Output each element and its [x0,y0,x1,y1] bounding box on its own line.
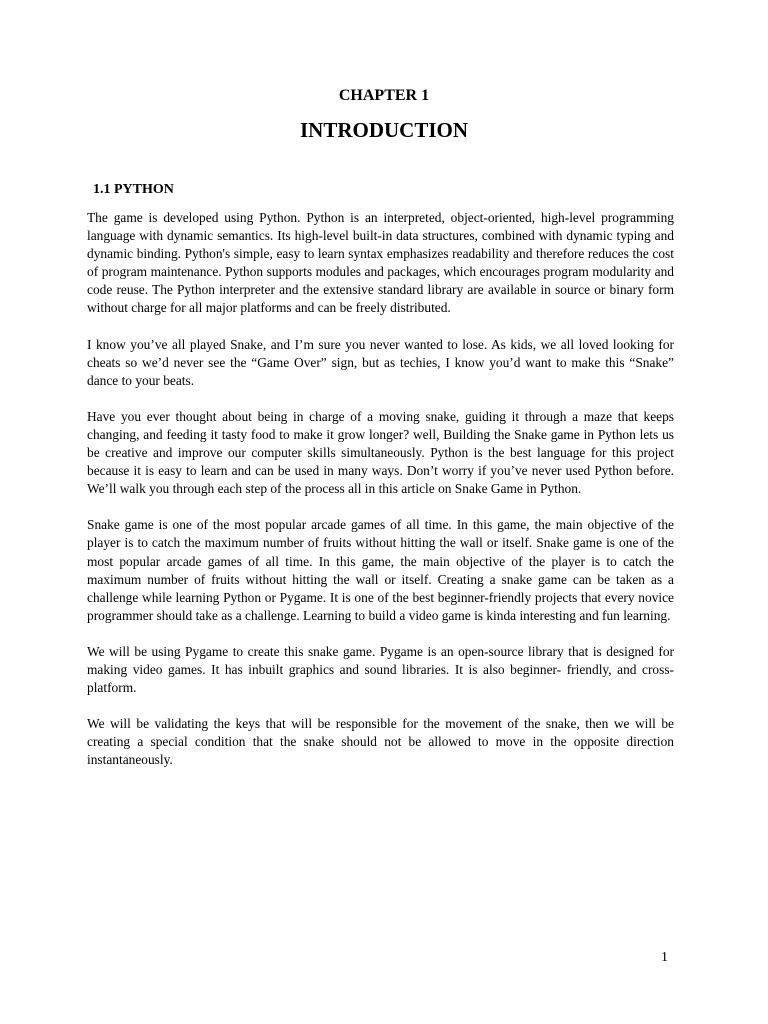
page-number: 1 [661,950,668,965]
paragraph-python-intro: The game is developed using Python. Python is an interpreted, object-oriented, high-level programming language with dynamic semantics. Its high-level built-in data structures, combined with dynamic typing and dynamic binding. Python's simple, easy to learn syntax emphasizes readability and therefore reduces the cost of program maintenance. Python supports modules and packages, which encourages program modularity and code reuse. The Python interpreter and the extensive standard library are available in source or binary form without charge for all major platforms and can be freely distributed. [87,210,674,316]
section-heading: 1.1 PYTHON [93,182,174,197]
chapter-label: CHAPTER 1 [338,87,430,104]
paragraph-pygame: We will be using Pygame to create this snake game. Pygame is an open-source library that is designed for making video games. It has inbuilt graphics and sound libraries. It is also beginner- friendly, and cross-platform. [87,643,674,696]
chapter-title: INTRODUCTION [299,118,469,142]
paragraph-played-snake: I know you’ve all played Snake, and I’m sure you never wanted to lose. As kids, we all loved looking for cheats so we’d never see the “Game Over” sign, but as techies, I know you’d want to make this “Snake” dance to your beats. [87,336,674,388]
body-text [87,209,674,787]
paragraph-validating-keys: We will be validating the keys that will be responsible for the movement of the snake, then we will be creating a special condition that the snake should not be allowed to move in the opposite direction instantaneously. [87,716,674,768]
paragraph-arcade-game: Snake game is one of the most popular arcade games of all time. In this game, the main objective of the player is to catch the maximum number of fruits without hitting the wall or itself. Snake game is one of the most popular arcade games of all time. In this game, the main objective of the player is to catch the maximum number of fruits without hitting the wall or itself. Creating a snake game can be taken as a challenge while learning Python or Pygame. It is one of the best beginner-friendly projects that every novice programmer should take as a challenge. Learning to build a video game is kinda interesting and fun learning. [87,517,674,623]
paragraph-moving-snake: Have you ever thought about being in charge of a moving snake, guiding it through a maze that keeps changing, and feeding it tasty food to make it grow longer? well, Building the Snake game in Python lets us be creative and improve our computer skills simultaneously. Python is the best language for this project because it is easy to learn and can be used in many ways. Don’t worry if you’ve never used Python before. We’ll walk you through each step of the process all in this article on Snake Game in Python. [87,408,674,497]
